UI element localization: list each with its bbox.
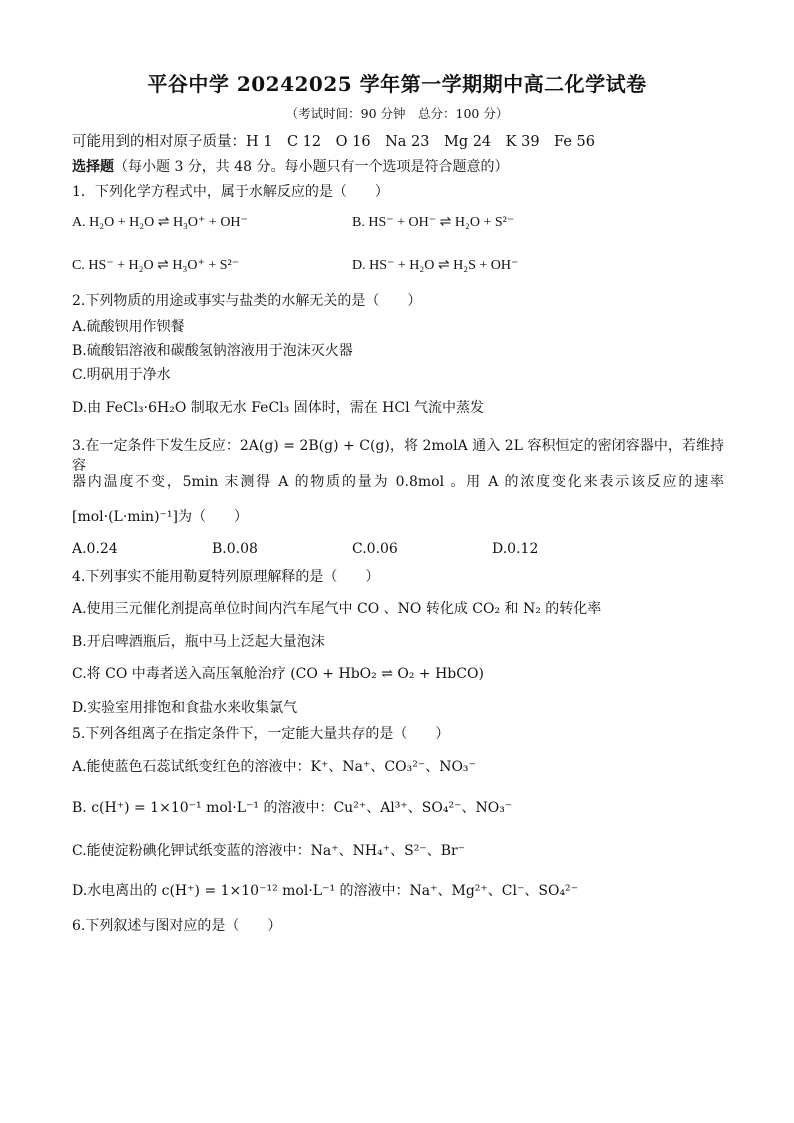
- q2-option-d: D.由 FeCl₃·6H₂O 制取无水 FeCl₃ 固体时，需在 HCl 气流中蒸发: [72, 400, 485, 416]
- atomic-masses: 可能用到的相对原子质量：H 1 C 12 O 16 Na 23 Mg 24 K 39 Fe 56: [72, 134, 595, 150]
- q5-option-c: C.能使淀粉碘化钾试纸变蓝的溶液中：Na⁺、NH₄⁺、S²⁻、Br⁻: [72, 843, 466, 859]
- q1-option-d: D. HS⁻ + H₂O ⇌ H₂S + OH⁻: [352, 258, 519, 273]
- q2-option-b: B.硫酸铝溶液和碳酸氢钠溶液用于泡沫灭火器: [72, 343, 353, 359]
- q3-option-a: A.0.24: [72, 541, 118, 557]
- q2-stem: 2.下列物质的用途或事实与盐类的水解无关的是（ ）: [72, 293, 422, 309]
- q5-option-a: A.能使蓝色石蕊试纸变红色的溶液中：K⁺、Na⁺、CO₃²⁻、NO₃⁻: [72, 759, 476, 775]
- q4-option-d: D.实验室用排饱和食盐水来收集氯气: [72, 700, 298, 716]
- q3-stem-line1: 3.在一定条件下发生反应：2A(g) = 2B(g) + C(g)，将 2molA 通入 2L 容积恒定的密闭容器中，若维持容: [72, 438, 724, 474]
- q1-stem: 1．下列化学方程式中，属于水解反应的是（ ）: [72, 184, 389, 200]
- q2-option-a: A.硫酸钡用作钡餐: [72, 319, 185, 335]
- q4-option-a: A.使用三元催化剂提高单位时间内汽车尾气中 CO 、NO 转化成 CO₂ 和 N₂ 的转化率: [72, 601, 602, 617]
- q3-stem-line3: [mol·(L·min)⁻¹]为（ ）: [72, 509, 248, 525]
- q4-option-b: B.开启啤酒瓶后，瓶中马上泛起大量泡沫: [72, 634, 325, 650]
- q1-option-a: A. H₂O + H₂O ⇌ H₃O⁺ + OH⁻: [72, 215, 248, 230]
- section-header: [72, 156, 509, 176]
- q3-option-b: B.0.08: [212, 541, 258, 557]
- exam-title: 平谷中学 20242025 学年第一学期期中高二化学试卷: [147, 72, 647, 96]
- q5-option-d: D.水电离出的 c(H⁺) = 1×10⁻¹² mol·L⁻¹ 的溶液中：Na⁺、Mg²⁺、Cl⁻、SO₄²⁻: [72, 883, 579, 899]
- q2-option-c: C.明矾用于净水: [72, 367, 171, 383]
- q3-option-c: C.0.06: [352, 541, 398, 557]
- exam-subtitle: （考试时间：90 分钟 总分：100 分）: [285, 106, 509, 121]
- q3-option-d: D.0.12: [492, 541, 539, 557]
- q4-option-c: C.将 CO 中毒者送入高压氧舱治疗 (CO + HbO₂ ⇌ O₂ + HbCO): [72, 666, 484, 682]
- section-label: 选择题: [72, 159, 114, 175]
- q5-stem: 5.下列各组离子在指定条件下，一定能大量共存的是（ ）: [72, 726, 450, 742]
- q1-option-c: C. HS⁻ + H₂O ⇌ H₃O⁺ + S²⁻: [72, 258, 240, 273]
- q3-stem-line2: 器内温度不变，5min 末测得 A 的物质的量为 0.8mol 。用 A 的浓度变化来表示该反应的速率: [72, 474, 724, 490]
- q4-stem: 4.下列事实不能用勒夏特列原理解释的是（ ）: [72, 569, 380, 585]
- section-instructions: （每小题 3 分，共 48 分。每小题只有一个选项是符合题意的）: [114, 159, 509, 175]
- q1-option-b: B. HS⁻ + OH⁻ ⇌ H₂O + S²⁻: [352, 215, 515, 230]
- q6-stem: 6.下列叙述与图对应的是（ ）: [72, 918, 282, 934]
- q5-option-b: B. c(H⁺) = 1×10⁻¹ mol·L⁻¹ 的溶液中：Cu²⁺、Al³⁺、SO₄²⁻、NO₃⁻: [72, 800, 513, 816]
